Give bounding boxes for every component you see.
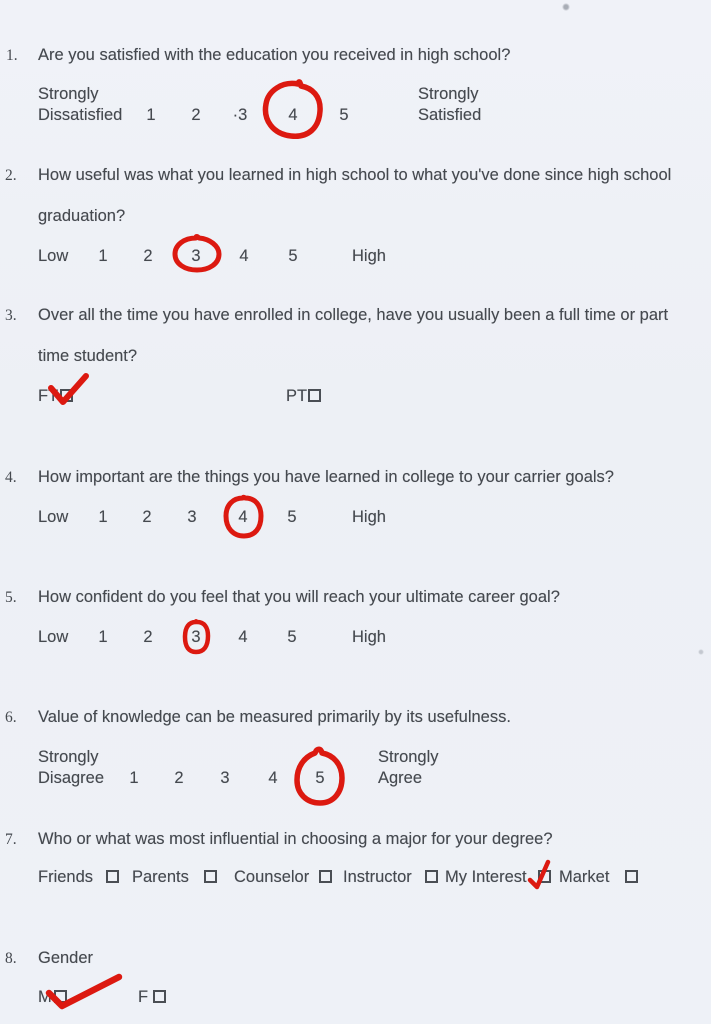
q7-checkbox-instructor[interactable] [425,870,438,883]
q1-left-label-line2: Dissatisfied [38,106,123,124]
q6-left-label-line1: Strongly [38,748,99,766]
q1-scale-4[interactable]: 4 [288,106,298,124]
q5-left-label: Low [38,628,69,646]
q8-option-m-label: M [38,988,52,1006]
q8-text: Gender [38,949,94,967]
q8-number: 8. [5,950,17,967]
q7-checkbox-friends[interactable] [106,870,119,883]
q4-right-label: High [352,508,386,526]
q1-scale-1[interactable]: 1 [146,106,156,124]
q2-scale-3[interactable]: 3 [191,247,201,265]
q3-text-line1: Over all the time you have enrolled in college, have you usually been a full time or part [38,306,669,324]
q7-checkbox-market[interactable] [625,870,638,883]
q7-option-market-label: Market [559,868,610,886]
q2-number: 2. [5,167,17,184]
q5-scale-5[interactable]: 5 [287,628,297,646]
q1-scale-2[interactable]: 2 [191,106,201,124]
q5-scale-2[interactable]: 2 [143,628,153,646]
q3-checkbox-ft[interactable] [60,389,73,402]
q7-text: Who or what was most influential in choosing a major for your degree? [38,830,553,848]
q7-option-instructor-label: Instructor [343,868,412,886]
q2-right-label: High [352,247,386,265]
q6-right-label-line1: Strongly [378,748,439,766]
q7-option-my-interest-label: My Interest [445,868,527,886]
q1-scale-5[interactable]: 5 [339,106,349,124]
q4-scale-3[interactable]: 3 [187,508,197,526]
q6-scale-2[interactable]: 2 [174,769,184,787]
q1-left-label-line1: Strongly [38,85,99,103]
q1-right-label-line2: Satisfied [418,106,482,124]
q4-left-label: Low [38,508,69,526]
q3-checkbox-pt[interactable] [308,389,321,402]
q7-checkbox-counselor[interactable] [319,870,332,883]
q6-number: 6. [5,709,17,726]
q8-checkbox-m[interactable] [54,990,67,1003]
q5-scale-3[interactable]: 3 [191,628,201,646]
q1-number: 1. [6,47,18,64]
q7-option-parents-label: Parents [132,868,189,886]
q8-option-f-label: F [138,988,149,1006]
q7-option-friends-label: Friends [38,868,94,886]
q4-scale-5[interactable]: 5 [287,508,297,526]
q6-scale-4[interactable]: 4 [268,769,278,787]
q7-checkbox-parents[interactable] [204,870,217,883]
q4-scale-2[interactable]: 2 [142,508,152,526]
q5-number: 5. [5,589,17,606]
q1-scale-3[interactable]: ·3 [232,106,248,124]
q3-option-pt-label: PT [286,387,308,405]
q7-checkbox-my-interest[interactable] [538,870,551,883]
q6-scale-3[interactable]: 3 [220,769,230,787]
q3-option-ft-label: FT [38,387,59,405]
q6-scale-1[interactable]: 1 [129,769,139,787]
q5-scale-1[interactable]: 1 [98,628,108,646]
q2-scale-1[interactable]: 1 [98,247,108,265]
q6-left-label-line2: Disagree [38,769,105,787]
q2-left-label: Low [38,247,69,265]
q3-text-line2: time student? [38,347,138,365]
q8-checkbox-f[interactable] [153,990,166,1003]
q2-text-line2: graduation? [38,207,126,225]
q7-number: 7. [5,831,17,848]
q6-scale-5[interactable]: 5 [315,769,325,787]
q2-scale-2[interactable]: 2 [143,247,153,265]
q7-option-counselor-label: Counselor [234,868,310,886]
q2-text-line1: How useful was what you learned in high school to what you've done since high school [38,166,672,184]
q4-number: 4. [5,469,17,486]
q4-scale-4[interactable]: 4 [238,508,248,526]
q5-right-label: High [352,628,386,646]
q4-text: How important are the things you have learned in college to your carrier goals? [38,468,614,486]
q6-text: Value of knowledge can be measured primarily by its usefulness. [38,708,511,726]
q2-scale-4[interactable]: 4 [239,247,249,265]
q5-text: How confident do you feel that you will reach your ultimate career goal? [38,588,560,606]
q5-scale-4[interactable]: 4 [238,628,248,646]
q4-scale-1[interactable]: 1 [98,508,108,526]
q2-scale-5[interactable]: 5 [288,247,298,265]
q1-text: Are you satisfied with the education you received in high school? [38,46,511,64]
q3-number: 3. [5,307,17,324]
q1-right-label-line1: Strongly [418,85,479,103]
q6-right-label-line2: Agree [378,769,423,787]
